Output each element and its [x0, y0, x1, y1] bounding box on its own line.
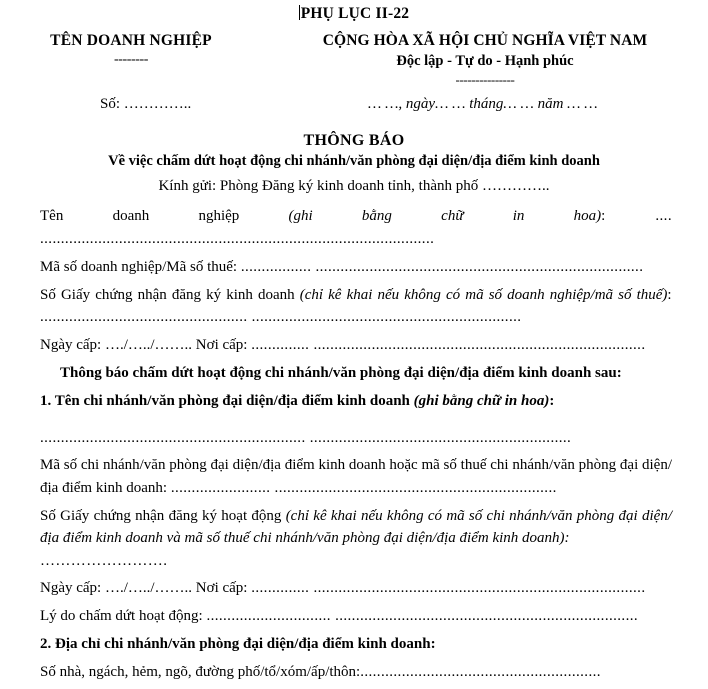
termination-reason-label: Lý do chấm dứt hoạt động:	[40, 608, 207, 624]
field-termination-reason	[40, 605, 672, 628]
enterprise-code-blank: ................. ...............................................................................	[240, 258, 644, 275]
enterprise-name-note: (ghi bằng chữ in hoa)	[288, 208, 602, 224]
appendix-title	[0, 5, 708, 23]
address-label: Số nhà, ngách, hẻm, ngõ, đường phố/tổ/xóm/ấp/thôn:	[40, 664, 361, 680]
national-motto: Độc lập - Tự do - Hạnh phúc	[396, 53, 574, 69]
branch-issue-date-label: Ngày cấp: …./…../…….. Nơi cấp:	[40, 580, 252, 596]
document-body	[40, 205, 672, 689]
field-issue-date	[40, 334, 672, 357]
branch-issue-date-blank: .............. ................................................................................	[251, 580, 646, 596]
operation-certificate-label: Số Giấy chứng nhận đăng ký hoạt động	[40, 507, 286, 524]
issue-date-label: Ngày cấp: …./…../…….. Nơi cấp:	[40, 337, 252, 353]
item1-heading-colon: :	[549, 393, 555, 409]
field-business-certificate	[40, 284, 672, 329]
enterprise-code-label: Mã số doanh nghiệp/Mã số thuế:	[40, 258, 241, 275]
item2-heading: 2. Địa chỉ chi nhánh/văn phòng đại diện/địa điểm kinh doanh:	[40, 636, 436, 652]
field-branch-issue-date	[40, 577, 672, 600]
notice-intro: Thông báo chấm dứt hoạt động chi nhánh/văn phòng đại diện/địa điểm kinh doanh sau:	[60, 365, 622, 381]
address-blank: ..........................................................	[360, 664, 601, 680]
recipient-line: Kính gửi: Phòng Đăng ký kinh doanh tỉnh, thành phố …………..	[158, 178, 550, 194]
document-number: Số: …………..	[100, 96, 192, 112]
operation-certificate-blank: …………………….	[40, 552, 168, 569]
document-date: … …, ngày… … tháng… … năm … …	[368, 96, 598, 112]
field-enterprise-code	[40, 256, 672, 279]
number-date-row	[0, 96, 708, 113]
item1-heading	[40, 390, 672, 413]
item1-name-blank: ................................................................ ...............................................................	[40, 429, 572, 446]
operation-certificate-note: (chỉ kê khai nếu không có mã số chi nhánh/văn phòng đại diện/địa điểm kinh doanh và mã số thuế chi nhánh/văn phòng đại diện/địa điểm kinh doanh):	[40, 507, 672, 546]
document-header	[0, 32, 708, 87]
header-left-column	[0, 32, 262, 87]
enterprise-name-blank: : .... ...............................................................................................	[40, 208, 672, 247]
enterprise-name-label: Tên doanh nghiệp	[40, 208, 289, 224]
field-address	[40, 661, 672, 684]
organization-rule: --------	[113, 52, 149, 67]
business-certificate-label: Số Giấy chứng nhận đăng ký kinh doanh	[40, 286, 300, 303]
business-certificate-note: (chỉ kê khai nếu không có mã số doanh nghiệp/mã số thuế)	[299, 286, 668, 303]
national-title: CỘNG HÒA XÃ HỘI CHỦ NGHĨA VIỆT NAM	[322, 32, 648, 49]
appendix-title-text: PHỤ LỤC II-22	[300, 5, 410, 22]
field-enterprise-name	[40, 205, 672, 250]
page-title: THÔNG BÁO	[303, 132, 405, 149]
item1-heading-note: (ghi bằng chữ in hoa)	[413, 393, 550, 409]
national-rule: ---------------	[455, 72, 515, 87]
field-branch-code	[40, 454, 672, 499]
termination-reason-blank: .............................. .........................................................................	[206, 608, 639, 624]
text-cursor-caret	[299, 5, 300, 20]
issue-date-blank: .............. ................................................................................	[251, 337, 646, 353]
branch-code-label: Mã số chi nhánh/văn phòng đại diện/địa điểm kinh doanh hoặc mã số thuế chi nhánh/văn phòng đại diện/địa điểm kinh doanh:	[40, 457, 672, 496]
branch-code-blank: ........................ ....................................................................	[170, 479, 557, 496]
header-right-column	[262, 32, 708, 87]
business-certificate-blank: : .................................................. .................................................................	[40, 286, 672, 325]
item1-heading-text: 1. Tên chi nhánh/văn phòng đại diện/địa điểm kinh doanh	[40, 393, 414, 409]
page-subtitle: Về việc chấm dứt hoạt động chi nhánh/văn phòng đại diện/địa điểm kinh doanh	[108, 153, 600, 169]
field-operation-certificate	[40, 505, 672, 550]
organization-name: TÊN DOANH NGHIỆP	[50, 32, 212, 49]
